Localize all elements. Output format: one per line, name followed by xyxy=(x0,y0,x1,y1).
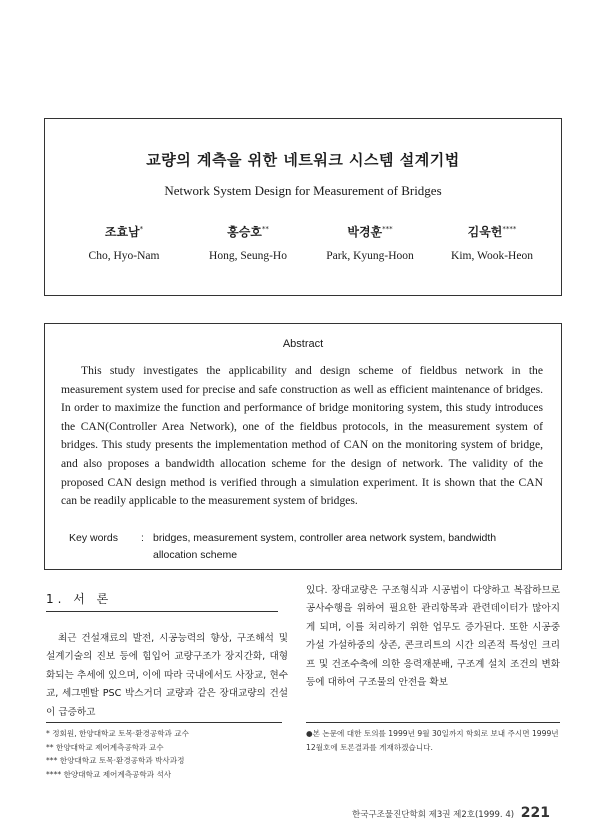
keywords-text: bridges, measurement system, controller area network system, bandwidth allocation scheme xyxy=(153,532,497,561)
author-2 xyxy=(183,223,313,262)
author-1 xyxy=(59,223,189,262)
author-2-name-ko: 홍승호 xyxy=(227,225,262,239)
abstract-heading: Abstract xyxy=(282,338,324,350)
author-4-name-ko: 김욱헌 xyxy=(467,225,503,239)
affiliation-4: **** 한양대학교 제어계측공학과 석사 xyxy=(46,769,172,779)
right-column xyxy=(306,582,560,692)
author-list xyxy=(45,223,561,273)
abstract-block xyxy=(44,323,562,570)
affiliation-1: * 정회원, 한양대학교 토목·환경공학과 교수 xyxy=(46,729,189,738)
affiliation-3: *** 한양대학교 토목·환경공학과 박사과정 xyxy=(46,756,185,766)
introduction-text-left: 최근 건설재료의 발전, 시공능력의 향상, 구조해석 및 설계기술의 진보 등에 힘입어 교량구조가 장지간화, 대형화되는 추세에 있으며, 이에 따라 국내에서도 사장교, 현수교, 세그멘탈 PSC 박스거더 교량과 같은 장대교량의 건설이 급증하고 xyxy=(46,633,288,718)
introduction-text-right: 있다. 장대교량은 구조형식과 시공법이 다양하고 복잡하므로 공사수행을 위하여 필요한 관리항목과 관련데이터가 많아지게 되며, 이를 처리하기 위한 업무도 증가된다. 또한 시공중 가설 가설하중의 상존, 콘크리트의 시간 의존적 특성인 크리프 및 건조수축에 의한 응력재분배, 구조계 설치 조건의 변화 등에 대하여 구조물의 안전을 확보 xyxy=(306,585,560,689)
left-column xyxy=(46,590,288,722)
author-affiliations xyxy=(46,727,286,781)
author-1-mark: * xyxy=(139,225,144,233)
author-3 xyxy=(305,223,435,262)
footnote-divider-left xyxy=(46,722,282,723)
abstract-body: This study investigates the applicability and design scheme of fieldbus network in the measurement system used for precise and safe construction as well as efficient maintenance of bridges. In order to maximize the function and performance of bridge monitoring system, this study introduces the CAN(Controller Area Network), one of the fieldbus protocols, in the measurement system of bridges. This study presents the implementation method of CAN on the monitoring system of bridge, and also proposes a bandwidth allocation scheme for the design of network. The validity of the proposed CAN design method is verified through a simulation experiment. It is shown that the CAN can be readily applicable to the measurement system of bridges. xyxy=(61,364,543,508)
discussion-notice-text: ●본 논문에 대한 토의를 1999년 9월 30일까지 학회로 보내 주시면 1999년 12월호에 토론결과를 게재하겠습니다. xyxy=(306,729,559,752)
keywords-label: Key words xyxy=(69,532,119,544)
paper-title-english: Network System Design for Measurement of Bridges xyxy=(164,183,442,198)
section-heading-introduction: 1. 서 론 xyxy=(46,590,278,612)
page-number: 221 xyxy=(520,805,550,821)
discussion-notice xyxy=(306,727,562,754)
affiliation-2: ** 한양대학교 제어계측공학과 교수 xyxy=(46,742,164,752)
author-2-name-en: Hong, Seung-Ho xyxy=(209,250,287,262)
keywords xyxy=(69,530,543,564)
journal-citation: 한국구조물진단학회 제3권 제2호(1999. 4) xyxy=(352,810,515,820)
author-1-name-en: Cho, Hyo-Nam xyxy=(88,250,160,262)
author-1-name-ko: 조효남 xyxy=(104,225,140,239)
author-4 xyxy=(427,223,557,262)
author-3-name-en: Park, Kyung-Hoon xyxy=(326,250,414,262)
keywords-separator: : xyxy=(141,532,144,544)
paper-title-korean: 교량의 계측을 위한 네트워크 시스템 설계기법 xyxy=(146,151,460,169)
author-2-mark: ** xyxy=(261,225,269,233)
title-block xyxy=(44,118,562,296)
author-3-mark: *** xyxy=(382,225,393,233)
footnote-divider-right xyxy=(306,722,560,723)
author-3-name-ko: 박경훈 xyxy=(347,225,383,239)
author-4-name-en: Kim, Wook-Heon xyxy=(451,250,533,262)
page-footer xyxy=(352,805,550,821)
author-4-mark: **** xyxy=(502,225,517,233)
